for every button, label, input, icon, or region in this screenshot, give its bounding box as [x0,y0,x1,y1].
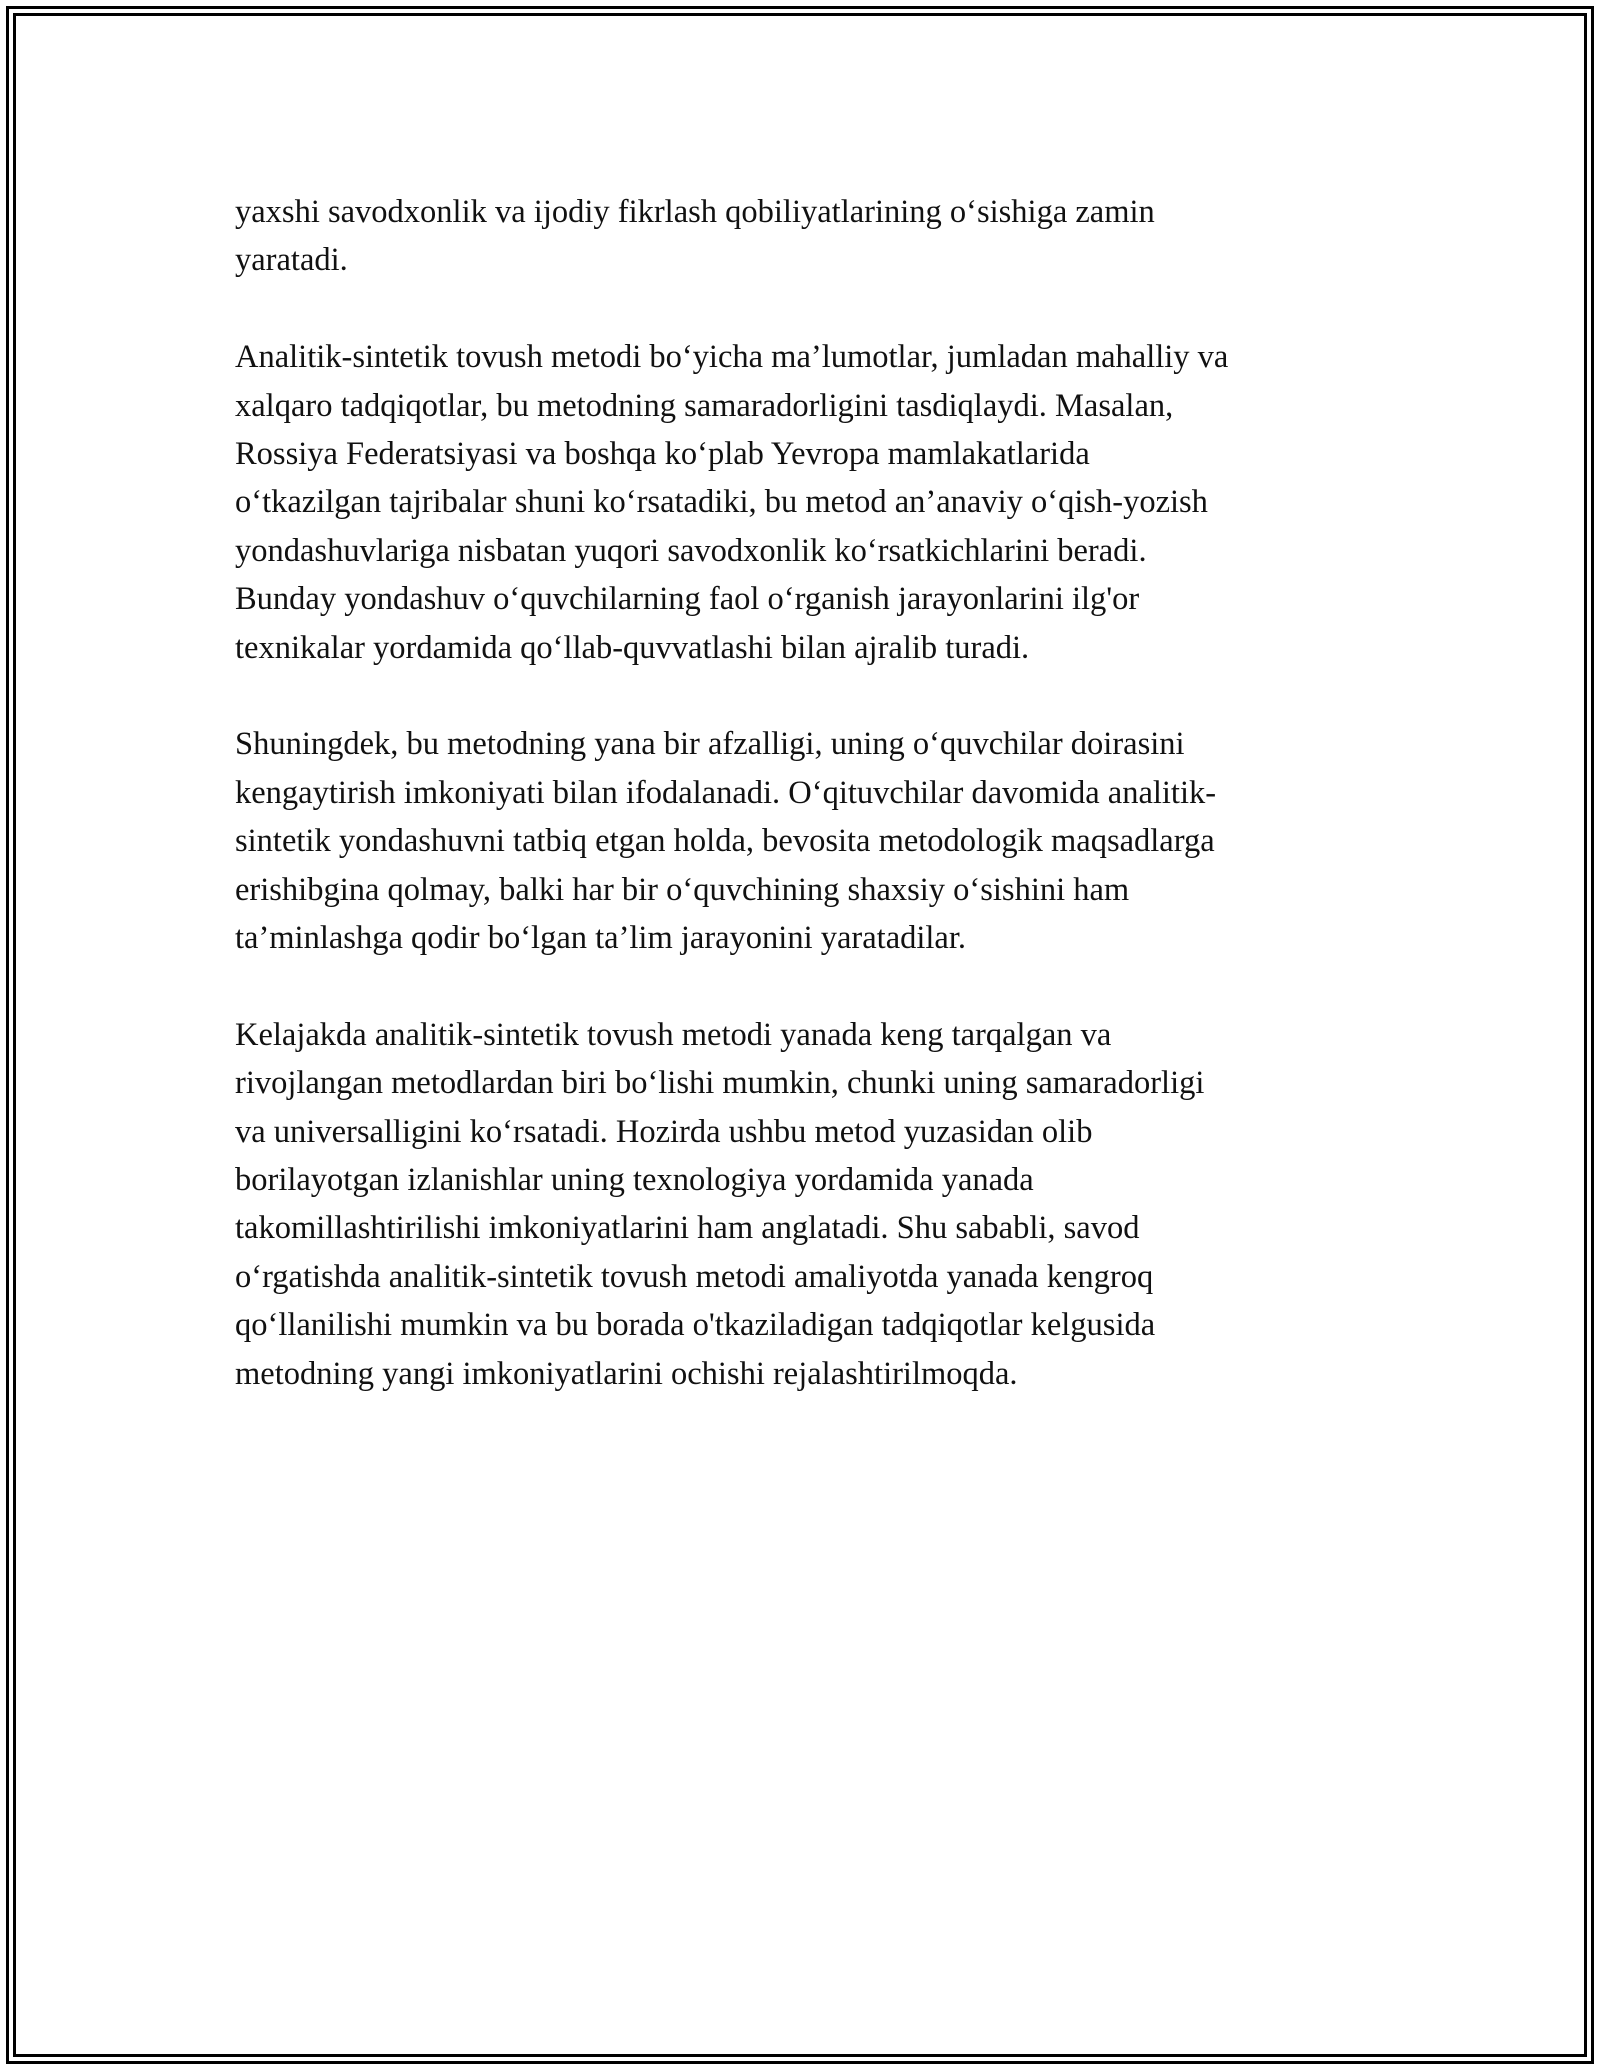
paragraph-3: Shuningdek, bu metodning yana bir afzalligi, uning o‘quvchilar doirasini kengaytirish imkoniyati bilan ifodalanadi. O‘qituvchilar davomida analitik- sintetik yondashuvni tatbiq etgan holda, bevosita metodologik maqsadlarga erishibgina qolmay, balki har bir o‘quvchining shaxsiy o‘sishini ham ta’minlashga qodir bo‘lgan ta’lim jarayonini yaratadilar. [235,726,1217,957]
document-body [235,188,1375,1447]
paragraph-1: yaxshi savodxonlik va ijodiy fikrlash qobiliyatlarining o‘sishiga zamin yaratadi. [235,194,1155,279]
paragraph-2: Analitik-sintetik tovush metodi bo‘yicha ma’lumotlar, jumladan mahalliy va xalqaro tadqiqotlar, bu metodning samaradorligini tasdiqlaydi. Masalan, Rossiya Federatsiyasi va boshqa ko‘plab Yevropa mamlakatlarida o‘tkazilgan tajribalar shuni ko‘rsatadiki, bu metod an’anaviy o‘qish-yozish yondashuvlariga nisbatan yuqori savodxonlik ko‘rsatkichlarini beradi. Bunday yondashuv o‘quvchilarning faol o‘rganish jarayonlarini ilg'or texnikalar yordamida qo‘llab-quvvatlashi bilan ajralib turadi. [235,339,1229,666]
paragraph-4: Kelajakda analitik-sintetik tovush metodi yanada keng tarqalgan va rivojlangan metodlardan biri bo‘lishi mumkin, chunki uning samaradorligi va universalligini ko‘rsatadi. Hozirda ushbu metod yuzasidan olib borilayotgan izlanishlar uning texnologiya yordamida yanada takomillashtirilishi imkoniyatlarini ham anglatadi. Shu sababli, savod o‘rgatishda analitik-sintetik tovush metodi amaliyotda yanada kengroq qo‘llanilishi mumkin va bu borada o'tkaziladigan tadqiqotlar kelgusida metodning yangi imkoniyatlarini ochishi rejalashtirilmoqda. [235,1016,1205,1392]
